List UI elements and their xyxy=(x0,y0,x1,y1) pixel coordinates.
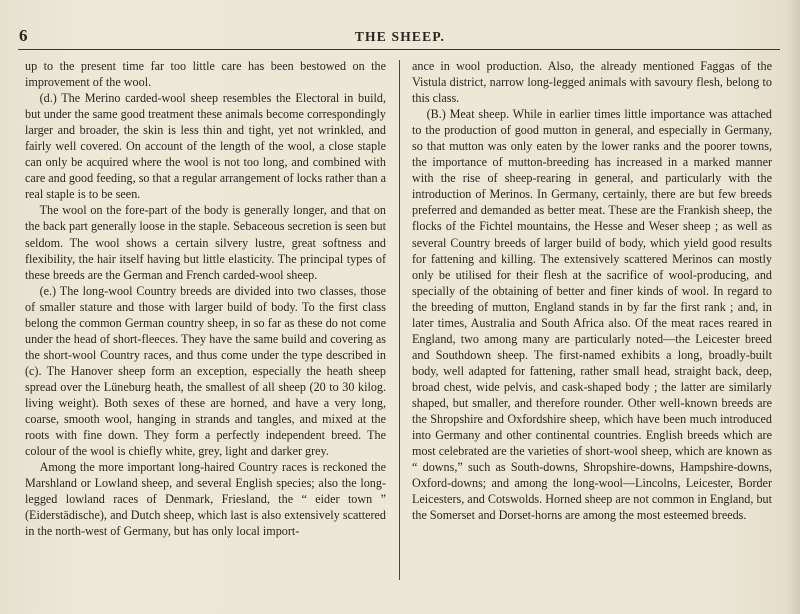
paragraph: ance in wool production. Also, the already mentioned Faggas of the Vistula district, narrow long-legged animals with savoury flesh, belong to this class. xyxy=(412,59,772,106)
right-column xyxy=(412,58,772,523)
paragraph: Among the more important long-haired Country races is reckoned the Marshland or Lowland sheep, and several English species; also the long-legged lowland races of Denmark, Friesland, the “ eider town ” (Eiderstädische), and Dutch sheep, which last is also extensively scattered in the north-west of Germany, but has only local import- xyxy=(25,460,386,539)
header-rule xyxy=(18,49,780,50)
page-header xyxy=(0,26,800,46)
column-divider xyxy=(399,60,400,580)
paragraph: up to the present time far too little care has been bestowed on the improvement of the wool. xyxy=(25,59,386,90)
paragraph: (e.) The long-wool Country breeds are divided into two classes, those of smaller stature and those with larger build of body. To the first class belong the common German country sheep, in so far as these do not come under the head of short-fleeces. They have the same build and covering as the short-wool Country races, and thus come under the type described in (c). The Hanover sheep form an exception, especially the heath sheep spread over the Lüneburg heath, the smallest of all sheep (20 to 30 kilog. living weight). Both sexes of these are horned, and have a very long, coarse, smooth wool, hanging in strands and tangles, and mixed at the roots with fine down. They form a perfectly independent breed. The colour of the wool is chiefly white, grey, light and darker grey. xyxy=(25,283,386,459)
running-title: THE SHEEP. xyxy=(354,29,446,44)
left-column xyxy=(25,58,386,539)
paragraph: (d.) The Merino carded-wool sheep resembles the Electoral in build, but under the same good treatment these animals become correspondingly larger and broader, the skin is less thin and tight, yet not wrinkled, and fairly well covered. On account of the length of the wool, a close staple can only be acquired where the wool is not too long, and combined with care and good feeding, so that a regular arrangement of locks rather than a real staple is to be seen. xyxy=(25,91,386,202)
page-edge-shadow xyxy=(786,0,800,614)
paragraph: The wool on the fore-part of the body is generally longer, and that on the back part generally loose in the staple. Sebaceous secretion is seen but seldom. The wool shows a certain silvery lustre, great softness and flexibility, the hair itself having but little elasticity. The principal types of these breeds are the German and French carded-wool sheep. xyxy=(25,203,386,282)
paragraph: (B.) Meat sheep. While in earlier times little importance was attached to the production of good mutton in general, and especially in Germany, so that mutton was only eaten by the lower ranks and the poorer towns, the importance of mutton-breeding has increased in a marked manner with the rise of sheep-rearing in general, and particularly with the introduction of Merinos. In Germany, certainly, there are but few breeds preferred and demanded as better meat. These are the Frankish sheep, the flocks of the Fichtel mountains, the Hesse and Weser sheep ; as well as several Country breeds of larger build of body, which yield good results for fattening and killing. The extensively scattered Merinos can mostly only be utilised for their flesh at the sacrifice of wool-producing, and specially of the obtaining of better and finer kinds of wool. In regard to the breeding of mutton, England stands in by far the first rank ; and, in later times, Australia and South Africa also. Of the meat races reared in England, two among many are particularly noted—the Leicester breed and Southdown sheep. The first-named exhibits a long, broadly-built body, well adapted for fattening, rather small head, straight back, deep, broad chest, wide pelvis, and cask-shaped body ; the latter are similarly shaped, but smaller, and therefore rounder. Other well-known breeds are the Shropshire and Oxfordshire sheep, which have been much introduced into Germany and other continental countries. English breeds which are most celebrated are the varieties of short-wool sheep, which are known as “ downs,” such as South-downs, Shropshire-downs, Hampshire-downs, Oxford-downs; and among the long-wool—Lincolns, Leicester, Border Leicesters, and Cotswolds. Horned sheep are not common in England, but the Somerset and Dorset-horns are among the most esteemed breeds. xyxy=(412,107,772,523)
page-number: 6 xyxy=(19,26,28,45)
